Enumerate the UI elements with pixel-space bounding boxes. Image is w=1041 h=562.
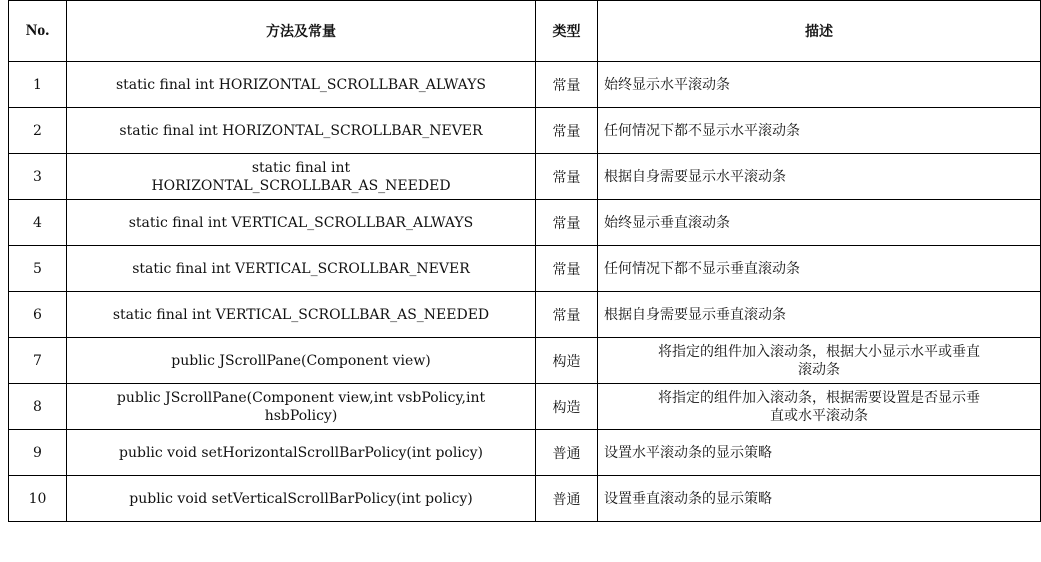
row-method: static final int HORIZONTAL_SCROLLBAR_ALWAYS bbox=[67, 62, 536, 108]
row-method-line: public JScrollPane(Component view,int vsbPolicy,int bbox=[116, 389, 486, 406]
row-method: static final int VERTICAL_SCROLLBAR_AS_NEEDED bbox=[67, 292, 536, 338]
row-desc: 任何情况下都不显示垂直滚动条 bbox=[598, 246, 1041, 292]
table-body bbox=[9, 62, 1041, 522]
header-no: No. bbox=[9, 1, 67, 62]
table-row bbox=[9, 476, 1041, 522]
row-type: 普通 bbox=[536, 476, 598, 522]
row-desc: 始终显示垂直滚动条 bbox=[598, 200, 1041, 246]
row-desc: 根据自身需要显示垂直滚动条 bbox=[598, 292, 1041, 338]
row-type: 常量 bbox=[536, 200, 598, 246]
row-method: static final int HORIZONTAL_SCROLLBAR_NEVER bbox=[67, 108, 536, 154]
row-desc: 根据自身需要显示水平滚动条 bbox=[598, 154, 1041, 200]
row-type: 常量 bbox=[536, 246, 598, 292]
row-type: 常量 bbox=[536, 62, 598, 108]
row-method bbox=[67, 154, 536, 200]
row-desc-line: 将指定的组件加入滚动条，根据大小显示水平或垂直 bbox=[658, 343, 980, 360]
row-no: 10 bbox=[9, 476, 67, 522]
header-desc: 描述 bbox=[598, 1, 1041, 62]
row-method-line: static final int bbox=[251, 159, 351, 176]
row-method: public JScrollPane(Component view) bbox=[67, 338, 536, 384]
header-method: 方法及常量 bbox=[67, 1, 536, 62]
row-type: 构造 bbox=[536, 384, 598, 430]
row-no: 2 bbox=[9, 108, 67, 154]
table-row bbox=[9, 154, 1041, 200]
row-method bbox=[67, 384, 536, 430]
table-row bbox=[9, 108, 1041, 154]
table-row bbox=[9, 292, 1041, 338]
row-no: 9 bbox=[9, 430, 67, 476]
table-header bbox=[9, 1, 1041, 62]
row-no: 6 bbox=[9, 292, 67, 338]
table-row bbox=[9, 384, 1041, 430]
row-desc: 任何情况下都不显示水平滚动条 bbox=[598, 108, 1041, 154]
row-no: 5 bbox=[9, 246, 67, 292]
row-type: 构造 bbox=[536, 338, 598, 384]
row-method: public void setVerticalScrollBarPolicy(int policy) bbox=[67, 476, 536, 522]
table-row bbox=[9, 338, 1041, 384]
row-method: public void setHorizontalScrollBarPolicy(int policy) bbox=[67, 430, 536, 476]
row-desc-line: 直或水平滚动条 bbox=[770, 407, 868, 424]
row-type: 普通 bbox=[536, 430, 598, 476]
row-no: 1 bbox=[9, 62, 67, 108]
row-desc: 始终显示水平滚动条 bbox=[598, 62, 1041, 108]
row-method: static final int VERTICAL_SCROLLBAR_NEVER bbox=[67, 246, 536, 292]
row-desc: 设置水平滚动条的显示策略 bbox=[598, 430, 1041, 476]
row-method: static final int VERTICAL_SCROLLBAR_ALWAYS bbox=[67, 200, 536, 246]
row-type: 常量 bbox=[536, 154, 598, 200]
header-row bbox=[9, 1, 1041, 62]
table-row bbox=[9, 200, 1041, 246]
row-type: 常量 bbox=[536, 108, 598, 154]
row-no: 3 bbox=[9, 154, 67, 200]
table-row bbox=[9, 430, 1041, 476]
row-desc: 设置垂直滚动条的显示策略 bbox=[598, 476, 1041, 522]
row-type: 常量 bbox=[536, 292, 598, 338]
table-row bbox=[9, 62, 1041, 108]
row-no: 7 bbox=[9, 338, 67, 384]
row-method-line: HORIZONTAL_SCROLLBAR_AS_NEEDED bbox=[151, 177, 451, 194]
api-table bbox=[8, 0, 1041, 522]
row-desc bbox=[598, 338, 1041, 384]
row-desc-line: 滚动条 bbox=[798, 361, 840, 378]
document-page bbox=[8, 0, 1040, 522]
row-no: 4 bbox=[9, 200, 67, 246]
table-row bbox=[9, 246, 1041, 292]
row-method-line: hsbPolicy) bbox=[264, 407, 338, 424]
row-desc-line: 将指定的组件加入滚动条，根据需要设置是否显示垂 bbox=[658, 389, 980, 406]
row-no: 8 bbox=[9, 384, 67, 430]
row-desc bbox=[598, 384, 1041, 430]
header-type: 类型 bbox=[536, 1, 598, 62]
